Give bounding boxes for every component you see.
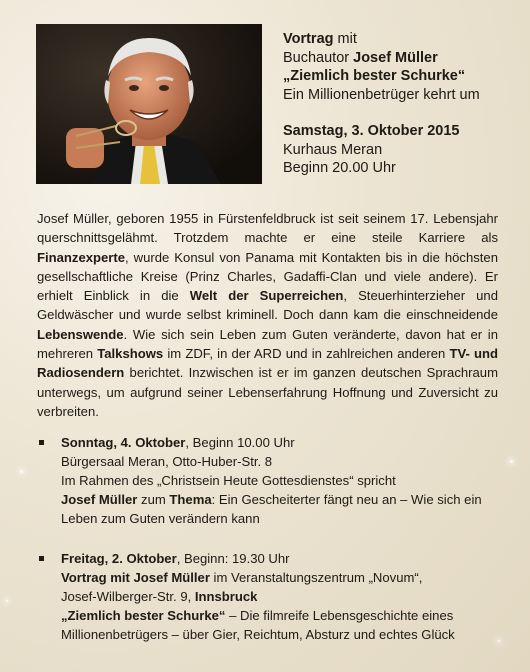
event-item bbox=[37, 433, 507, 528]
event-book-title: „Ziemlich bester Schurke“ bbox=[61, 608, 226, 623]
event-mid-text: zum bbox=[137, 492, 170, 507]
event-item-talk bbox=[61, 568, 507, 587]
bio-highlight: TV- und Radiosendern bbox=[37, 346, 498, 381]
book-title-text: „Ziemlich bester Schurke“ bbox=[283, 68, 466, 84]
bio-highlight: Welt der Superreichen bbox=[189, 288, 344, 304]
event-item-place: Bürgersaal Meran, Otto-Huber-Str. 8 bbox=[61, 454, 273, 469]
event-talk-title: Vortrag mit Josef Müller bbox=[61, 570, 210, 585]
event-item-time: , Beginn 10.00 Uhr bbox=[185, 435, 295, 450]
bio-text: . Wie sich sein Leben zum Guten veränderte, davon hat er in mehreren bbox=[37, 326, 498, 362]
event-item-date: Sonntag, 4. Oktober bbox=[61, 435, 186, 450]
event-date-line bbox=[61, 433, 507, 452]
event-topic-text: : Ein Gescheiterter fängt neu an – Wie sich ein Leben zum Guten verändern kann bbox=[61, 492, 482, 526]
bio-text: , Steuerhinterzieher und Geldwäscher und wurde selbst kriminell. Doch dann kam die einschneidende bbox=[37, 288, 498, 323]
bio-highlight: Lebenswende bbox=[37, 326, 124, 342]
event-list bbox=[37, 433, 507, 665]
event-description-text: – Die filmreife Lebensgeschichte eines Millionenbetrügers – über Gier, Reichtum, Absturz und echtes Glück bbox=[61, 608, 455, 642]
event-item-description bbox=[61, 606, 507, 644]
event-time: Beginn 20.00 Uhr bbox=[283, 160, 396, 176]
author-name: Josef Müller bbox=[353, 49, 438, 66]
event-info bbox=[283, 30, 523, 178]
author-line bbox=[283, 49, 523, 68]
bio-text: berichtet. Inzwischen ist er im ganzen deutschen Sprachraum unterwegs, um aufgrund seiner Lebenserfahrung Hoffnung und Zuversicht zu verbreiten. bbox=[37, 365, 498, 419]
bio-text: im ZDF, in der ARD und in zahlreichen anderen bbox=[163, 346, 450, 362]
event-item-date: Freitag, 2. Oktober bbox=[61, 551, 177, 566]
headline bbox=[283, 30, 523, 49]
headline-bold: Vortrag bbox=[283, 31, 334, 47]
subtitle: Ein Millionenbetrüger kehrt um bbox=[283, 86, 480, 103]
bio-highlight: Talkshows bbox=[97, 346, 164, 362]
event-item-time: , Beginn: 19.30 Uhr bbox=[176, 551, 290, 566]
event-item-address bbox=[61, 587, 507, 606]
headline-rest: mit bbox=[333, 31, 357, 47]
event-date-text: Samstag, 3. Oktober 2015 bbox=[283, 123, 460, 139]
author-prefix: Buchautor bbox=[283, 49, 354, 66]
event-venue: Kurhaus Meran bbox=[283, 141, 383, 158]
bullet-icon bbox=[39, 440, 44, 445]
sparkle-decoration bbox=[6, 600, 8, 602]
bullet-icon bbox=[39, 556, 44, 561]
event-topic-label: Thema bbox=[169, 492, 212, 507]
event-item-topic bbox=[61, 490, 507, 528]
biography-paragraph bbox=[37, 209, 498, 421]
portrait-photo-icon bbox=[36, 24, 262, 184]
bio-text: , wurde Konsul von Panama mit Kontakten bis in die höchsten gesellschaftliche Kreise (Prinz Charles, Gadaffi-Clan und viele andere). Er erhielt Einblick in die bbox=[37, 249, 498, 304]
event-date-line bbox=[61, 549, 507, 568]
book-title bbox=[283, 67, 523, 86]
event-speaker: Josef Müller bbox=[61, 492, 138, 507]
event-city: Innsbruck bbox=[194, 589, 258, 604]
sparkle-decoration bbox=[510, 460, 513, 463]
speaker-photo bbox=[36, 24, 262, 184]
event-address-text: Josef-Wilberger-Str. 9, bbox=[61, 589, 195, 604]
event-talk-venue: im Veranstaltungszentrum „Novum“, bbox=[209, 570, 423, 585]
sparkle-decoration bbox=[20, 470, 23, 473]
bio-highlight: Finanzexperte bbox=[37, 249, 126, 265]
event-item bbox=[37, 549, 507, 644]
bio-text: Josef Müller, geboren 1955 in Fürstenfeldbruck ist seit seinem 17. Lebensjahr querschnittsgelähmt. Trotzdem machte er eine steile Karriere als bbox=[37, 211, 498, 246]
event-item-context: Im Rahmen des „Christsein Heute Gottesdienstes“ spricht bbox=[61, 473, 396, 488]
event-date bbox=[283, 122, 523, 141]
